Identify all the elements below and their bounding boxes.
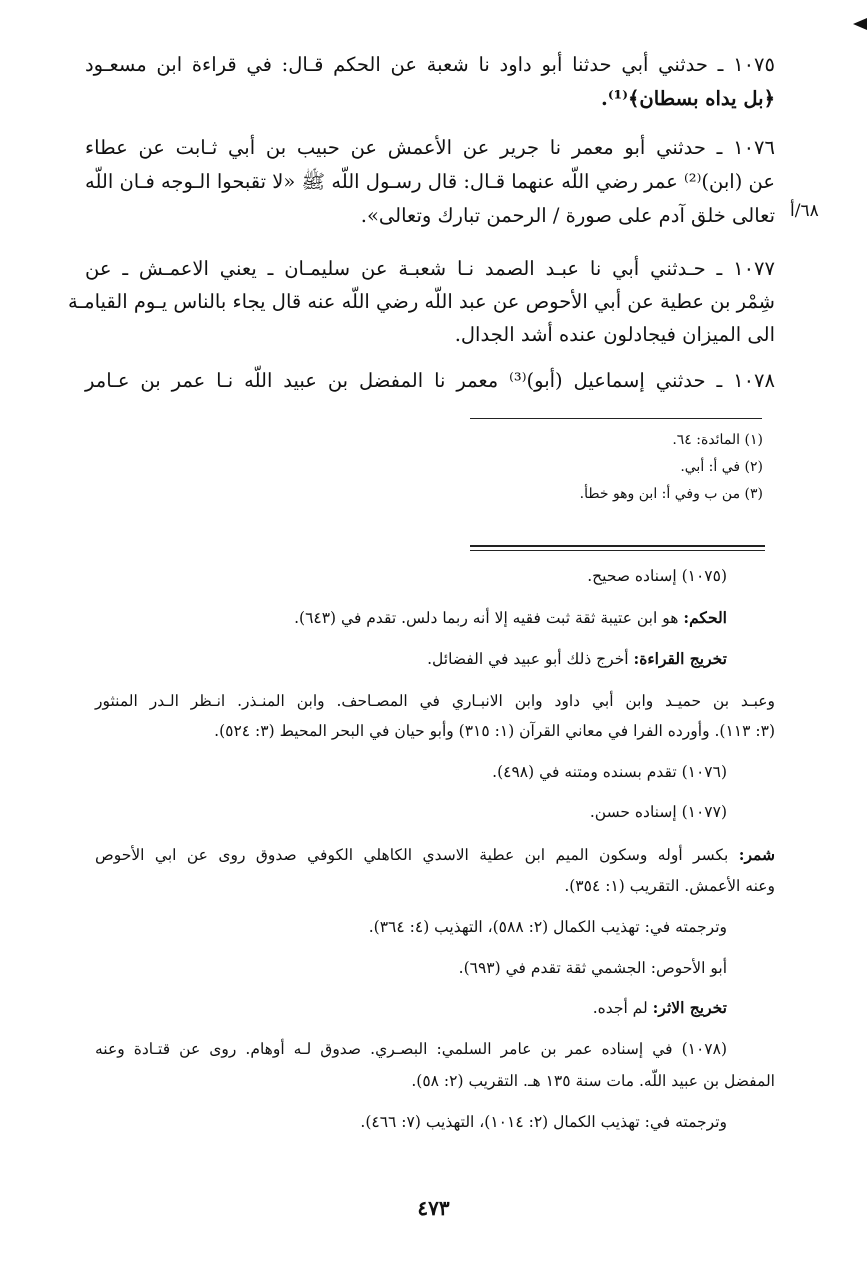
hadith-line: ١٠٧٧ ـ حـدثني أبي نا عبـد الصمد نـا شعبـة عن سليمـان ـ يعني الاعمـش ـ عن (85, 257, 775, 280)
footnote-divider (470, 418, 762, 419)
hadith-line: عن (ابن)⁽²⁾ عمر رضي اللّه عنهما قـال: قال رسـول اللّه ﷺ «لا تقبحوا الـوجه فـان اللّه (85, 170, 775, 193)
hadith-line: تعالى خلق آدم على صورة / الرحمن تبارك وتعالى». (360, 204, 775, 227)
commentary-line: أبو الأحوص: الجشمي ثقة تقدم في (٦٩٣). (458, 959, 727, 977)
hadith-line: ﴿بل يداه بسطان﴾⁽¹⁾. (601, 87, 775, 110)
hadith-line: ١٠٧٨ ـ حدثني إسماعيل (أبو)⁽³⁾ معمر نا المفضل بن عبيد اللّه نـا عمر بن عـامر (85, 369, 775, 392)
commentary-line: (١٠٧٦) تقدم بسنده ومتنه في (٤٩٨). (492, 763, 727, 781)
commentary-line: (١٠٧٧) إسناده حسن. (589, 803, 727, 821)
hadith-line: شِمْر بن عطية عن أبي الأحوص عن عبد اللّه رضي اللّه عنه قال يجاء بالناس يـوم القيامـة (67, 290, 775, 313)
page-number: ٤٧٣ (417, 1196, 450, 1220)
page-corner-mark (853, 18, 867, 30)
commentary-line: (٣: ١١٣). وأورده الفرا في معاني القرآن (١: ٣١٥) وأبو حيان في البحر المحيط (٣: ٥٢٤). (214, 722, 775, 740)
commentary-entry (95, 842, 775, 868)
footnote: (٢) في أ: أبي. (680, 459, 763, 475)
manuscript-folio-note: ٦٨/أ (790, 201, 819, 221)
commentary-line: (١٠٧٥) إسناده صحيح. (587, 567, 727, 585)
commentary-text: لم أجده. (592, 999, 648, 1017)
commentary-label: تخريج الاثر: (652, 998, 727, 1017)
commentary-entry (593, 995, 727, 1021)
commentary-label: الحكم: (683, 608, 727, 627)
hadith-line: ١٠٧٥ ـ حدثني أبي حدثنا أبو داود نا شعبة عن الحكم قـال: في قراءة ابن مسعـود (85, 53, 775, 76)
commentary-entry (294, 605, 727, 631)
footnote: (١) المائدة: ٦٤. (672, 432, 763, 448)
commentary-label: تخريج القراءة: (633, 649, 727, 668)
commentary-text: أخرج ذلك أبو عبيد في الفضائل. (427, 650, 629, 668)
hadith-line: الى الميزان فيجادلون عنده أشد الجدال. (454, 323, 775, 346)
commentary-label: شمر: (738, 845, 775, 864)
commentary-text: بكسر أوله وسكون الميم ابن عطية الاسدي الكاهلي الكوفي صدوق روى عن ابي الأحوص (95, 846, 729, 864)
commentary-line: المفضل بن عبيد اللّه. مات سنة ١٣٥ هـ. التقريب (٢: ٥٨). (411, 1072, 775, 1090)
commentary-line: وعنه الأعمش. التقريب (١: ٣٥٤). (564, 877, 775, 895)
commentary-entry (427, 646, 727, 672)
commentary-line: (١٠٧٨) في إسناده عمر بن عامر السلمي: البصـري. صدوق لـه أوهام. روى عن قتـادة وعنه (95, 1040, 727, 1058)
commentary-line: وترجمته في: تهذيب الكمال (٢: ٥٨٨)، التهذيب (٤: ٣٦٤). (368, 918, 727, 936)
commentary-line: وترجمته في: تهذيب الكمال (٢: ١٠١٤)، التهذيب (٧: ٤٦٦). (360, 1113, 727, 1131)
hadith-line: ١٠٧٦ ـ حدثني أبو معمر نا جرير عن الأعمش عن حبيب بن أبي ثـابت عن عطاء (85, 136, 775, 159)
commentary-line: وعبـد بن حميـد وابن أبي داود وابن الانبـاري في المصـاحف. وابن المنـذر. انـظر الـدر المنثور (95, 692, 775, 710)
commentary-divider-top (470, 545, 765, 547)
footnote: (٣) من ب وفي أ: ابن وهو خطأ. (579, 486, 763, 502)
commentary-divider-bottom (470, 550, 765, 551)
commentary-text: هو ابن عتيبة ثقة ثبت فقيه إلا أنه ربما دلس. تقدم في (٦٤٣). (294, 609, 679, 627)
